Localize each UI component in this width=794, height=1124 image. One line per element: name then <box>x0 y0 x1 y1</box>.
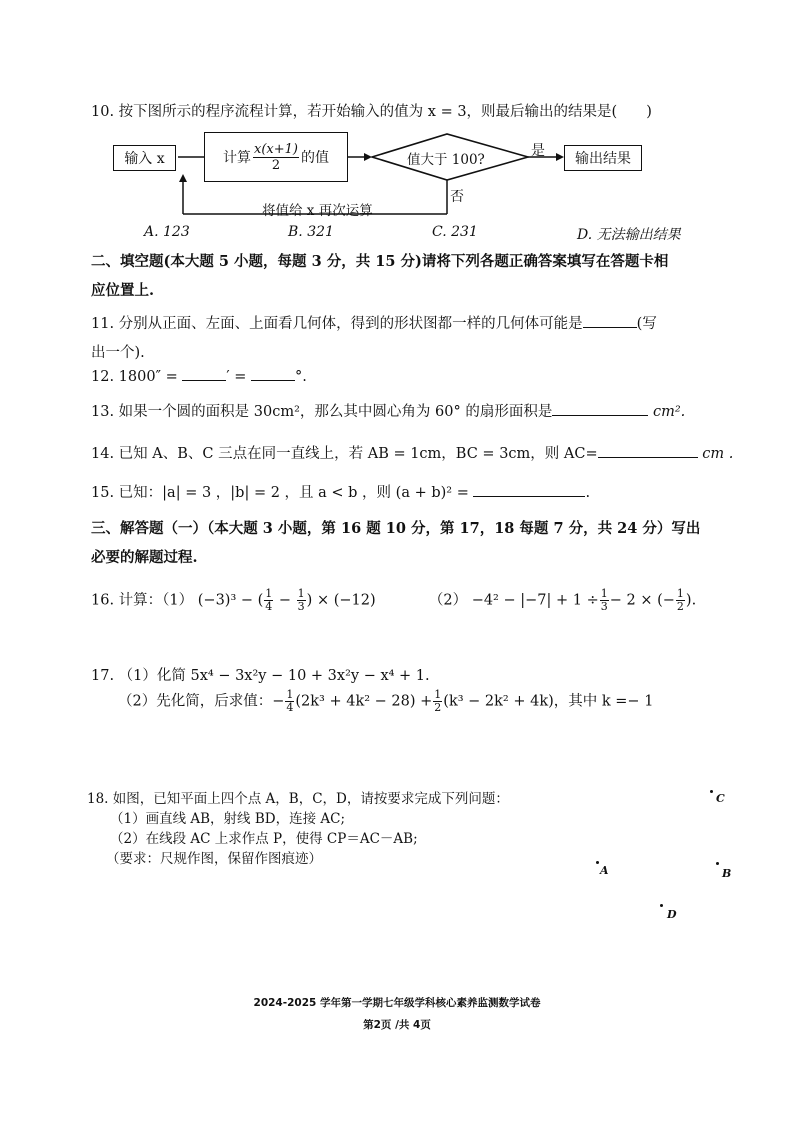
q15-text: 15. 已知：|a| = 3 ，|b| = 2 ，且 a < b ，则 (a + b)² = <box>91 485 469 501</box>
footer-title: 2024-2025 学年第一学期七年级学科核心素养监测数学试卷 <box>253 997 541 1009</box>
q16-frac-2 <box>297 588 306 613</box>
q10-option-b: B. 321 <box>288 224 334 240</box>
q17-frac-1-num: 1 <box>286 688 294 701</box>
q16-part2-a: −4² − |−7| + 1 ÷ <box>471 592 599 609</box>
q14-text: 14. 已知 A、B、C 三点在同一直线上，若 AB = 1cm，BC = 3cm，则 AC= <box>91 446 598 462</box>
q17-frac-2-num: 1 <box>434 688 442 701</box>
point-d-label: D <box>667 908 677 921</box>
section3-heading-line2: 必要的解题过程. <box>91 549 198 566</box>
point-d-dot <box>660 904 663 907</box>
q16-frac-4-num: 1 <box>676 587 684 600</box>
q12-mid: ′ = <box>226 369 247 385</box>
q17-line2 <box>118 689 653 714</box>
q17-line1: 17. （1）化简 5x⁴ − 3x²y − 10 + 3x²y − x⁴ + 1. <box>91 668 430 684</box>
point-b-label: B <box>722 867 732 880</box>
section2-heading-line2: 应位置上. <box>91 282 155 299</box>
flow-compute-num: x(x+1) <box>254 141 298 157</box>
section3-heading-line1: 三、解答题（一）（本大题 3 小题，第 16 题 10 分，第 17，18 每题 7 分，共 24 分）写出 <box>91 520 701 537</box>
q12-end: °. <box>295 369 307 385</box>
q12-prefix: 12. 1800″ = <box>91 369 178 385</box>
q13-text: 13. 如果一个圆的面积是 30cm²，那么其中圆心角为 60° 的扇形面积是 <box>91 404 553 420</box>
q16-frac-4-den: 2 <box>676 600 684 613</box>
q13-line <box>91 400 685 421</box>
flow-no-label: 否 <box>450 189 464 205</box>
q12-blank-minutes <box>182 368 226 381</box>
q12-line <box>91 368 307 385</box>
q18-line4: （要求：尺规作图，保留作图痕迹） <box>106 851 322 867</box>
q18-line3: （2）在线段 AC 上求作点 P，使得 CP＝AC－AB; <box>110 831 418 847</box>
q10-option-a: A. 123 <box>144 224 190 240</box>
q16-line <box>91 588 696 613</box>
flow-compute-suffix: 的值 <box>300 150 329 166</box>
point-a-label: A <box>600 864 609 877</box>
q16-minus: − <box>274 592 296 609</box>
q16-frac-1 <box>264 588 273 613</box>
flow-decision-text: 值大于 100? <box>407 152 485 168</box>
q15-line <box>91 481 590 502</box>
point-c-label: C <box>716 792 725 805</box>
flow-compute-fraction <box>253 142 299 173</box>
q11-line1 <box>91 312 657 333</box>
q16-label: 16. 计算：（1） <box>91 592 194 609</box>
section2-heading-line1: 二、填空题(本大题 5 小题，每题 3 分，共 15 分)请将下列各题正确答案填写在答题卡相 <box>91 253 669 270</box>
q14-end: cm . <box>702 446 734 462</box>
point-a-dot <box>596 861 599 864</box>
q16-frac-2-den: 3 <box>297 600 305 613</box>
q16-frac-3-num: 1 <box>600 587 608 600</box>
flow-loop-label: 将值给 x 再次运算 <box>262 203 373 219</box>
q16-part2-label: （2） <box>428 592 468 609</box>
flow-input-box: 输入 x <box>113 145 176 171</box>
q18-line2: （1）画直线 AB，射线 BD，连接 AC; <box>110 811 346 827</box>
q17-frac-2-den: 2 <box>434 701 442 714</box>
q16-frac-3-den: 3 <box>600 600 608 613</box>
q11-blank <box>583 315 637 328</box>
flow-compute-box <box>204 132 348 182</box>
q12-blank-degrees <box>251 368 295 381</box>
point-b-dot <box>716 862 719 865</box>
q16-part2-c: ). <box>685 592 697 609</box>
q14-blank <box>598 445 698 458</box>
flowchart-lines <box>110 128 650 220</box>
q16-part1-a: (−3)³ − ( <box>197 592 264 609</box>
q16-part1-b: ) × (−12) <box>306 592 376 609</box>
q15-blank <box>473 484 585 497</box>
q13-blank <box>552 403 648 416</box>
q15-end: . <box>585 485 591 501</box>
q16-frac-3 <box>600 588 609 613</box>
q18-line1: 18. 如图，已知平面上四个点 A，B，C，D，请按要求完成下列问题： <box>87 791 509 807</box>
q10-option-c: C. 231 <box>432 224 478 240</box>
q16-frac-2-num: 1 <box>297 587 305 600</box>
flow-output-box: 输出结果 <box>564 145 642 171</box>
q11-line2: 出一个). <box>91 345 145 361</box>
q10-text: 10. 按下图所示的程序流程计算，若开始输入的值为 x = 3，则最后输出的结果是( ) <box>91 104 652 120</box>
q17-frac-1 <box>285 689 294 714</box>
q17-line2-b: (2k³ + 4k² − 28) + <box>295 693 433 710</box>
q10-option-d: D. 无法输出结果 <box>577 227 681 243</box>
q11-text: 11. 分别从正面、左面、上面看几何体，得到的形状图都一样的几何体可能是 <box>91 316 583 332</box>
q13-end: cm². <box>652 404 686 420</box>
point-c-dot <box>710 790 713 793</box>
flow-compute-den: 2 <box>271 157 281 173</box>
q17-frac-2 <box>433 689 442 714</box>
q17-line2-c: (k³ − 2k² + 4k)，其中 k =− 1 <box>443 693 654 710</box>
flow-yes-label: 是 <box>531 143 545 159</box>
q16-frac-4 <box>676 588 685 613</box>
q14-line <box>91 442 733 463</box>
footer-page: 第2页 /共 4页 <box>363 1019 431 1031</box>
q16-part2-b: − 2 × (− <box>609 592 675 609</box>
q16-frac-1-num: 1 <box>265 587 273 600</box>
q17-frac-1-den: 4 <box>286 701 294 714</box>
q11-line1-end: (写 <box>636 316 657 332</box>
flow-compute-prefix: 计算 <box>223 150 251 166</box>
q17-line2-a: （2）先化简，后求值：− <box>118 693 285 710</box>
q16-frac-1-den: 4 <box>265 600 273 613</box>
